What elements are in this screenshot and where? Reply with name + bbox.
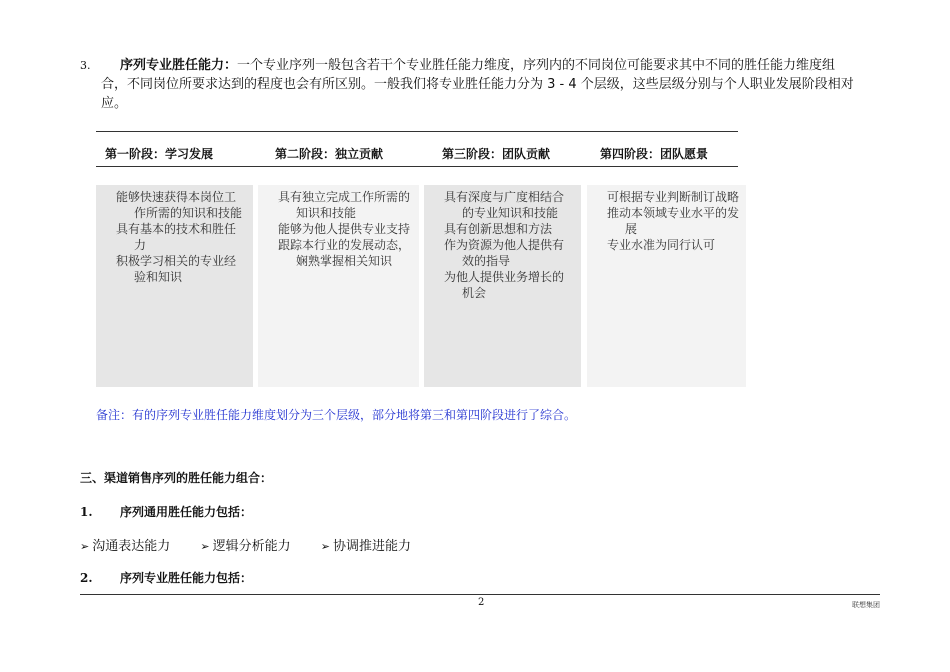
subsection1-title: 序列通用胜任能力包括： [120,505,253,519]
subsection2-heading [80,569,252,586]
page-number: 2 [478,597,485,608]
stage1-heading: 第一阶段：学习发展 [105,147,214,161]
stage3-item: 具有创新思想和方法 [444,222,553,236]
section3-line2: 合，不同岗位所要求达到的程度也会有所区别。一般我们将专业胜任能力分为 3 - 4 个层级，这些层级分别与个人职业发展阶段相对 [101,77,854,92]
section3-line1: 一个专业序列一般包含若干个专业胜任能力维度，序列内的不同岗位可能要求其中不同的胜任能力维度组 [237,58,836,73]
stage3-item: 具有深度与广度相结合的专业知识和技能 [444,190,565,220]
arrow-bullet-icon: ➢ [80,540,90,553]
subsection2-title: 序列专业胜任能力包括： [120,571,253,585]
company-name: 联想集团 [852,601,880,609]
table-top-rule [96,131,738,132]
stage4-item: 推动本领域专业水平的发展 [607,206,740,236]
stage2-box [258,185,419,387]
general-competency-list [80,535,437,554]
stage1-item: 积极学习相关的专业经验和知识 [116,254,237,284]
stage4-item: 专业水准为同行认可 [607,238,716,252]
subsection2-number: 2. [80,571,93,585]
note-text: 备注：有的序列专业胜任能力维度划分为三个层级，部分地将第三和第四阶段进行了综合。 [96,408,577,422]
stage2-heading: 第二阶段：独立贡献 [275,147,384,161]
subsection1-heading [80,503,252,520]
stage1-item: 具有基本的技术和胜任力 [116,222,237,252]
stage3-item: 为他人提供业务增长的机会 [444,270,565,300]
arrow-bullet-icon: ➢ [200,540,210,553]
list-item: ➢ 协调推进能力 [320,539,411,554]
section3-line3: 应。 [101,96,128,111]
section-three-heading: 三、渠道销售序列的胜任能力组合： [80,471,273,485]
stage3-item: 作为资源为他人提供有效的指导 [444,238,565,268]
section3-paragraph [80,56,890,113]
table-header-rule [96,166,738,167]
stage3-box [424,185,581,387]
footer-rule [80,594,880,595]
stage1-box [96,185,253,387]
stage4-box [587,185,746,387]
stage2-item: 具有独立完成工作所需的知识和技能 [278,190,411,220]
section3-number: 3. [80,59,91,72]
stage3-heading: 第三阶段：团队贡献 [442,147,551,161]
list-item: ➢ 沟通表达能力 [80,539,171,554]
arrow-bullet-icon: ➢ [320,540,330,553]
stage4-item: 可根据专业判断制订战略 [607,190,740,204]
stage1-item: 能够快速获得本岗位工作所需的知识和技能 [116,190,243,220]
stage2-item: 能够为他人提供专业支持 [278,222,411,236]
section3-lead: 序列专业胜任能力： [120,58,238,73]
stage4-heading: 第四阶段：团队愿景 [600,147,709,161]
stage2-item: 跟踪本行业的发展动态，娴熟掌握相关知识 [278,238,411,268]
subsection1-number: 1. [80,505,93,519]
list-item: ➢ 逻辑分析能力 [200,539,291,554]
